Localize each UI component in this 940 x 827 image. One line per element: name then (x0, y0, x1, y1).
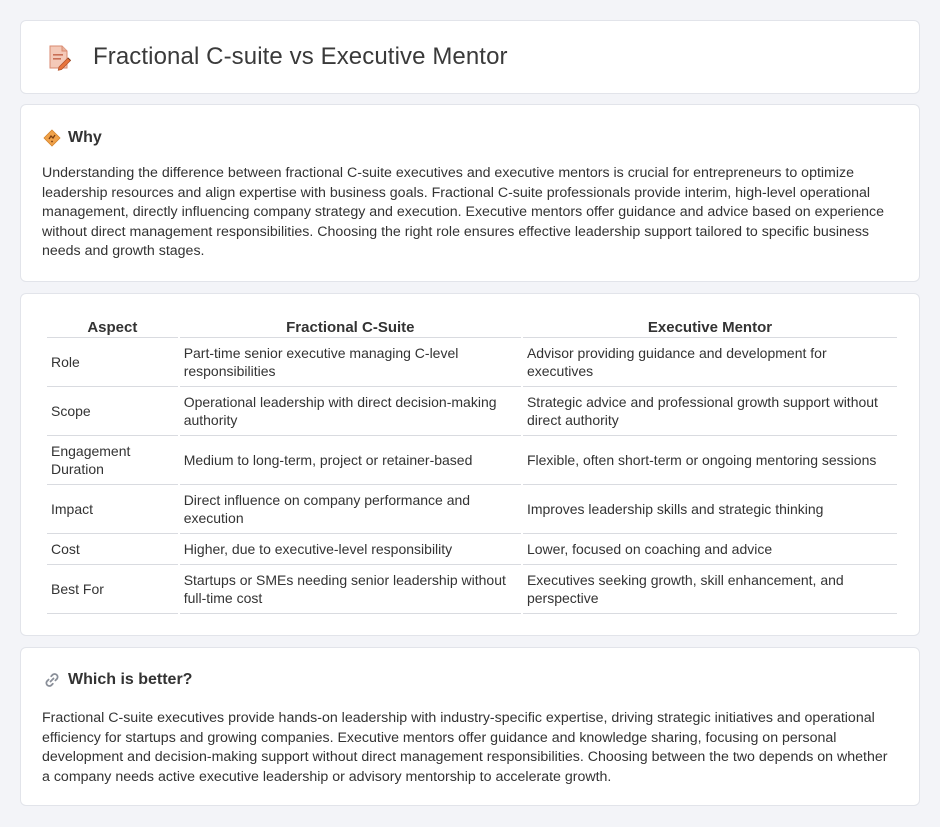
table-header-row (47, 317, 897, 338)
row-fractional: Direct influence on company performance and execution (180, 485, 521, 534)
row-mentor: Lower, focused on coaching and advice (523, 534, 897, 565)
table-row (47, 534, 897, 565)
header-mentor: Executive Mentor (523, 317, 897, 338)
better-heading (43, 671, 192, 689)
row-aspect: Scope (47, 387, 178, 436)
why-section (20, 104, 920, 282)
title-row (45, 43, 508, 71)
row-mentor: Improves leadership skills and strategic thinking (523, 485, 897, 534)
row-mentor: Advisor providing guidance and development for executives (523, 338, 897, 387)
row-fractional: Operational leadership with direct decision-making authority (180, 387, 521, 436)
table-row (47, 387, 897, 436)
row-mentor: Executives seeking growth, skill enhancement, and perspective (523, 565, 897, 614)
why-text: Understanding the difference between fractional C-suite executives and executive mentors is crucial for entrepreneurs to optimize leadership resources and align expertise with business goals. Fractional C-suite professionals provide interim, high-level operational management, directly influencing company strategy and execution. Executive mentors offer guidance and advice based on experience without direct management responsibilities. Choosing the right role ensures effective leadership support tailored to specific business needs and growth stages. (42, 165, 885, 260)
row-fractional: Part-time senior executive managing C-level responsibilities (180, 338, 521, 387)
table-row (47, 338, 897, 387)
row-aspect: Engagement Duration (47, 436, 178, 485)
table-row (47, 485, 897, 534)
better-text: Fractional C-suite executives provide hands-on leadership with industry-specific expertise, driving strategic initiatives and operational efficiency for startups and growing companies. Executive mentors offer guidance and knowledge sharing, focusing on personal development and decision-making support without direct management responsibilities. Choosing between the two depends on whether a company needs active executive leadership or advisory mentorship to accelerate growth. (42, 710, 888, 785)
table-row (47, 436, 897, 485)
row-aspect: Best For (47, 565, 178, 614)
row-fractional: Medium to long-term, project or retainer-based (180, 436, 521, 485)
comparison-table (45, 317, 899, 614)
link-icon (43, 671, 61, 689)
better-title: Which is better? (68, 671, 193, 688)
row-aspect: Impact (47, 485, 178, 534)
diamond-sign-icon (43, 129, 61, 147)
header-card (20, 20, 920, 94)
row-aspect: Role (47, 338, 178, 387)
comparison-section (20, 293, 920, 636)
page-title: Fractional C-suite vs Executive Mentor (93, 43, 508, 70)
why-title: Why (68, 129, 102, 146)
document-edit-icon (45, 43, 73, 71)
row-mentor: Flexible, often short-term or ongoing mentoring sessions (523, 436, 897, 485)
row-mentor: Strategic advice and professional growth support without direct authority (523, 387, 897, 436)
table-row (47, 565, 897, 614)
which-is-better-section (20, 647, 920, 806)
header-aspect: Aspect (47, 317, 178, 338)
why-heading (43, 129, 102, 147)
row-fractional: Higher, due to executive-level responsibility (180, 534, 521, 565)
header-fractional: Fractional C-Suite (180, 317, 521, 338)
row-fractional: Startups or SMEs needing senior leadership without full-time cost (180, 565, 521, 614)
row-aspect: Cost (47, 534, 178, 565)
